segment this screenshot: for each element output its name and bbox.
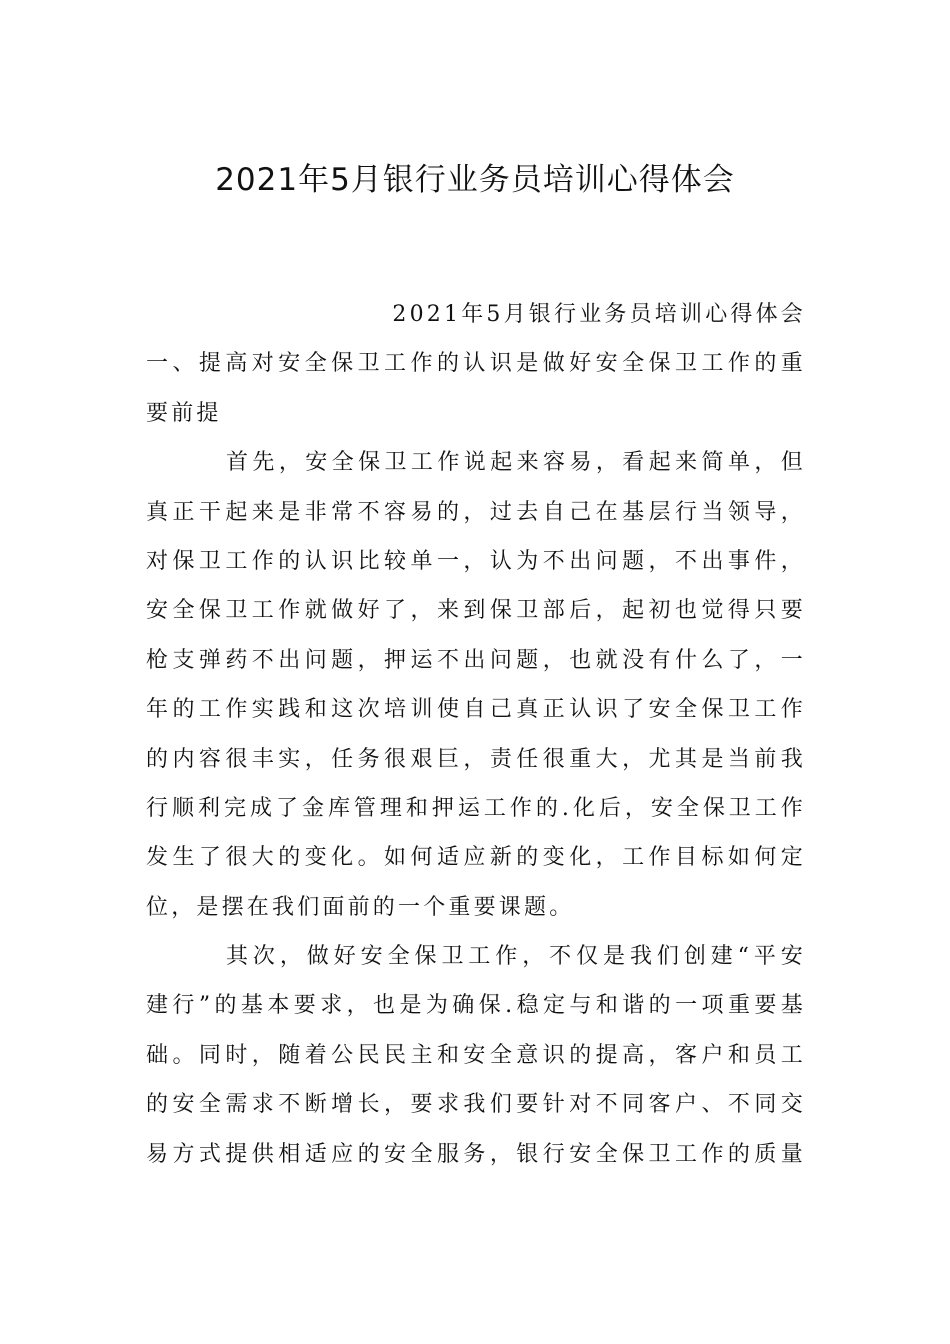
paragraph-1-line-6: 年的工作实践和这次培训使自己真正认识了安全保卫工作 [146, 697, 806, 723]
paragraph-1-line-9: 发生了很大的变化。如何适应新的变化，工作目标如何定 [146, 845, 806, 871]
document-body [146, 290, 806, 1179]
paragraph-1-line-1: 首先，安全保卫工作说起来容易，看起来简单，但 [226, 450, 806, 476]
paragraph-1-line-10: 位，是摆在我们面前的一个重要课题。 [146, 894, 575, 920]
paragraph-2-line-1: 其次，做好安全保卫工作，不仅是我们创建“平安 [226, 944, 806, 970]
paragraph-1-line-5: 枪支弹药不出问题，押运不出问题，也就没有什么了，一 [146, 647, 806, 673]
paragraph-1-line-2: 真正干起来是非常不容易的，过去自己在基层行当领导， [146, 499, 806, 525]
paragraph-1-line-7: 的内容很丰实，任务很艰巨，责任很重大，尤其是当前我 [146, 746, 806, 772]
paragraph-1-line-8: 行顺利完成了金库管理和押运工作的.化后，安全保卫工作 [146, 795, 806, 821]
heading-line-2: 要前提 [146, 400, 222, 426]
paragraph-2-line-5: 易方式提供相适应的安全服务，银行安全保卫工作的质量 [146, 1141, 806, 1167]
paragraph-1-line-3: 对保卫工作的认识比较单一，认为不出问题，不出事件， [146, 548, 806, 574]
paragraph-2-line-3: 础。同时，随着公民民主和安全意识的提高，客户和员工 [146, 1042, 806, 1068]
page-title: 2021年5月银行业务员培训心得体会 [215, 162, 735, 198]
paragraph-2-line-4: 的安全需求不断增长，要求我们要针对不同客户、不同交 [146, 1092, 806, 1118]
document-subtitle: 2021年5月银行业务员培训心得体会 [392, 302, 806, 327]
heading-line-1: 一、提高对安全保卫工作的认识是做好安全保卫工作的重 [146, 351, 806, 377]
paragraph-2-line-2: 建行”的基本要求，也是为确保.稳定与和谐的一项重要基 [146, 993, 806, 1019]
paragraph-1-line-4: 安全保卫工作就做好了，来到保卫部后，起初也觉得只要 [146, 598, 806, 624]
